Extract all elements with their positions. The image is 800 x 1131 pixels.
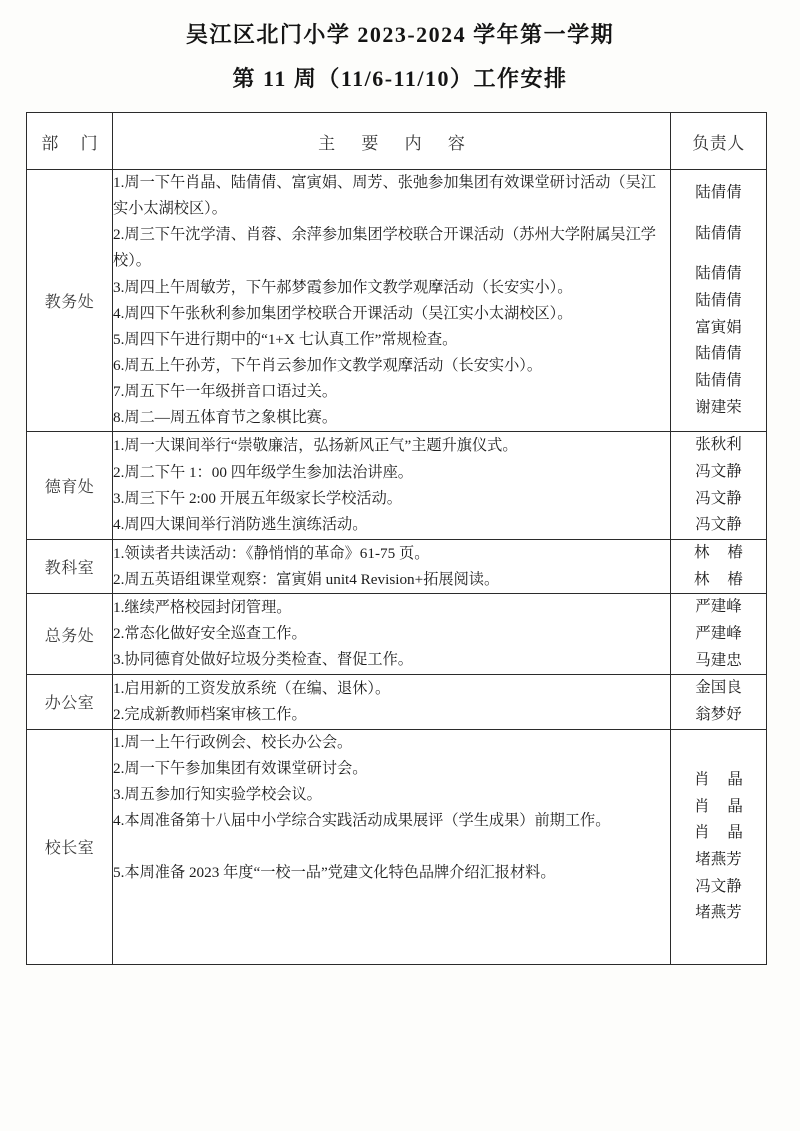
title-line-1: 吴江区北门小学 2023-2024 学年第一学期 <box>185 22 615 47</box>
owner-name: 林 椿 <box>694 544 750 562</box>
owner-name: 陆倩倩 <box>695 292 742 310</box>
content-item: 1.周一上午行政例会、校长办公会。 <box>113 733 353 751</box>
content-cell <box>113 729 671 965</box>
owner-name: 严建峰 <box>695 625 742 642</box>
content-item: 2.常态化做好安全巡查工作。 <box>113 625 307 643</box>
content-item: 4.周四下午张秋利参加集团学校联合开课活动（吴江实小太湖校区）。 <box>113 304 573 322</box>
department-cell: 教务处 <box>27 170 113 432</box>
owner-name: 严建峰 <box>695 598 742 616</box>
content-cell <box>113 675 671 729</box>
header-content <box>113 113 671 170</box>
content-item: 3.周五参加行知实验学校会议。 <box>113 785 322 803</box>
owner-name: 冯文静 <box>695 877 742 895</box>
owner-name: 翁梦妤 <box>695 705 742 723</box>
content-item: 3.周三下午 2:00 开展五年级家长学校活动。 <box>113 489 402 507</box>
owner-cell <box>671 729 767 965</box>
content-blank-line <box>113 886 670 912</box>
owner-name: 陆倩倩 <box>695 224 742 242</box>
table-row <box>27 675 767 729</box>
department-cell: 总务处 <box>27 594 113 675</box>
content-item: 1.周一大课间举行“崇敬廉洁，弘扬新风正气”主题升旗仪式。 <box>113 437 518 455</box>
owner-cell <box>671 170 767 432</box>
owner-name: 肖 晶 <box>694 771 750 788</box>
owner-name: 张秋利 <box>695 436 742 454</box>
content-blank-line <box>113 938 670 964</box>
content-cell <box>113 170 671 432</box>
owner-name: 堵燕芳 <box>695 904 742 922</box>
table-header-row <box>27 113 767 170</box>
owner-name: 冯文静 <box>695 489 742 507</box>
content-item: 3.周四上午周敏芳，下午郝梦霞参加作文教学观摩活动（长安实小）。 <box>113 278 573 296</box>
content-cell <box>113 432 671 540</box>
header-owner-label: 负责人 <box>692 133 745 153</box>
content-item: 6.周五上午孙芳，下午肖云参加作文教学观摩活动（长安实小）。 <box>113 356 543 374</box>
owner-name: 马建忠 <box>695 651 742 669</box>
owner-name: 冯文静 <box>695 463 742 481</box>
content-item: 4.周四大课间举行消防逃生演练活动。 <box>113 515 368 533</box>
content-item: 4.本周准备第十八届中小学综合实践活动成果展评（学生成果）前期工作。 <box>113 812 611 830</box>
content-item: 5.本周准备 2023 年度“一校一品”党建文化特色品牌介绍汇报材料。 <box>113 864 556 882</box>
department-cell: 校长室 <box>27 729 113 965</box>
table-row <box>27 432 767 540</box>
owner-name: 冯文静 <box>695 516 742 534</box>
content-item: 5.周四下午进行期中的“1+X 七认真工作”常规检查。 <box>113 330 458 348</box>
content-item: 2.周五英语组课堂观察：富寅娟 unit4 Revision+拓展阅读。 <box>113 570 500 588</box>
department-cell: 办公室 <box>27 675 113 729</box>
content-item: 3.协同德育处做好垃圾分类检查、督促工作。 <box>113 651 413 669</box>
title-line-2: 第 11 周（11/6-11/10）工作安排 <box>232 66 568 92</box>
content-item: 7.周五下午一年级拼音口语过关。 <box>113 383 338 401</box>
owner-name: 谢建荣 <box>695 398 742 416</box>
owner-name: 金国良 <box>695 679 742 697</box>
content-item: 2.周三下午沈学清、肖蓉、余萍参加集团学校联合开课活动（苏州大学附属吴江学校）。 <box>113 226 656 270</box>
owner-cell <box>671 540 767 594</box>
schedule-table <box>26 112 767 965</box>
content-item: 8.周二—周五体育节之象棋比赛。 <box>113 409 338 427</box>
owner-name: 陆倩倩 <box>695 372 742 390</box>
owner-name: 肖 晶 <box>694 797 750 815</box>
content-cell <box>113 594 671 675</box>
document-title-block <box>0 0 800 96</box>
header-owner <box>671 113 767 170</box>
content-item: 2.完成新教师档案审核工作。 <box>113 705 307 723</box>
content-item: 1.领读者共读活动：《静悄悄的革命》61-75 页。 <box>113 544 430 562</box>
owner-cell <box>671 594 767 675</box>
owner-name: 陆倩倩 <box>695 265 742 283</box>
content-item: 2.周二下午 1：00 四年级学生参加法治讲座。 <box>113 463 413 481</box>
table-row <box>27 170 767 432</box>
content-item: 2.周一下午参加集团有效课堂研讨会。 <box>113 759 368 777</box>
table-row <box>27 729 767 965</box>
header-content-label: 主 要 内 容 <box>318 133 476 153</box>
content-cell <box>113 540 671 594</box>
header-department <box>27 113 113 170</box>
table-row <box>27 540 767 594</box>
owner-cell <box>671 432 767 540</box>
header-department-label: 部 门 <box>41 133 107 153</box>
owner-name: 陆倩倩 <box>695 345 742 363</box>
owner-name: 肖 晶 <box>694 824 750 842</box>
owner-name: 堵燕芳 <box>695 850 742 868</box>
content-item: 1.启用新的工资发放系统（在编、退休）。 <box>113 679 391 697</box>
content-item: 1.继续严格校园封闭管理。 <box>113 599 292 617</box>
department-cell: 德育处 <box>27 432 113 540</box>
owner-name: 陆倩倩 <box>695 184 742 202</box>
content-blank-line <box>113 912 670 938</box>
table-row <box>27 594 767 675</box>
department-cell: 教科室 <box>27 540 113 594</box>
owner-cell <box>671 675 767 729</box>
schedule-table-wrapper <box>26 112 766 965</box>
owner-name: 富寅娟 <box>695 318 742 336</box>
content-blank-line <box>113 834 670 860</box>
owner-name: 林 椿 <box>694 570 750 588</box>
content-item: 1.周一下午肖晶、陆倩倩、富寅娟、周芳、张弛参加集团有效课堂研讨活动（吴江实小太湖校区）。 <box>113 174 656 218</box>
